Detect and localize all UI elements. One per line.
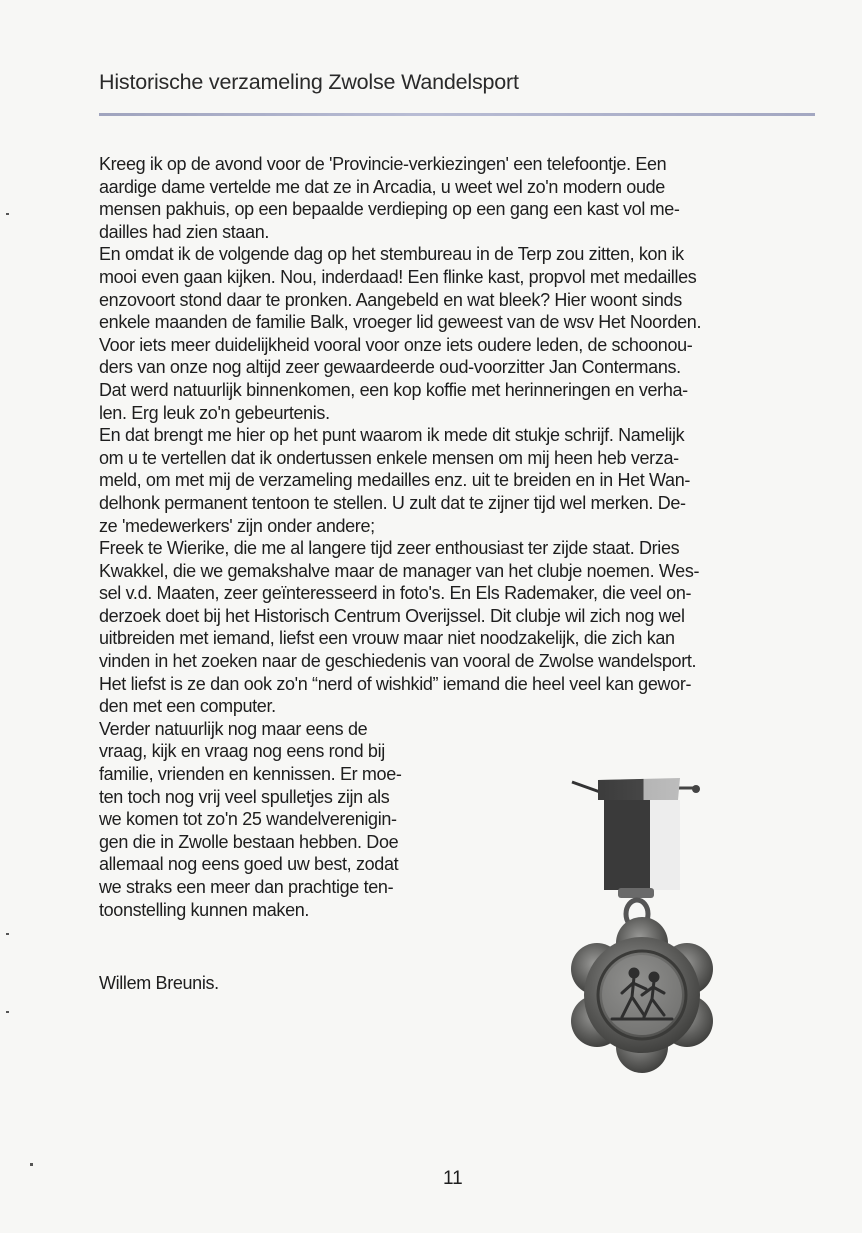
- text-line: Voor iets meer duidelijkheid vooral voor onze iets oudere leden, de schoonou-: [99, 334, 693, 355]
- text-line: den met een computer.: [99, 696, 276, 717]
- page-header-title: Historische verzameling Zwolse Wandelsport: [99, 70, 519, 94]
- text-line: Freek te Wierike, die me al langere tijd zeer enthousiast ter zijde staat. Dries: [99, 538, 680, 559]
- text-line: ders van onze nog altijd zeer gewaardeerde oud-voorzitter Jan Contermans.: [99, 357, 681, 378]
- text-line: gen die in Zwolle bestaan hebben. Doe: [99, 831, 399, 852]
- text-line: familie, vrienden en kennissen. Er moe-: [99, 764, 402, 785]
- scan-speck: [30, 1163, 33, 1166]
- scan-speck: [6, 1011, 9, 1013]
- text-line: derzoek doet bij het Historisch Centrum Overijssel. Dit clubje wil zich nog wel: [99, 605, 685, 626]
- text-line: sel v.d. Maaten, zeer geïnteresseerd in foto's. En Els Rademaker, die veel on-: [99, 583, 692, 604]
- page-number: 11: [443, 1168, 463, 1189]
- text-line: Kwakkel, die we gemakshalve maar de manager van het clubje noemen. Wes-: [99, 560, 700, 581]
- text-line: En dat brengt me hier op het punt waarom ik mede dit stukje schrijf. Namelijk: [99, 425, 685, 446]
- text-line: uitbreiden met iemand, liefst een vrouw maar niet noodzakelijk, die zich kan: [99, 628, 675, 649]
- text-line: dailles had zien staan.: [99, 221, 270, 242]
- text-line: delhonk permanent tentoon te stellen. U zult dat te zijner tijd wel merken. De-: [99, 492, 686, 513]
- text-line: allemaal nog eens goed uw best, zodat: [99, 854, 399, 875]
- medal-photo-icon: [560, 770, 730, 1080]
- text-line: len. Erg leuk zo'n gebeurtenis.: [99, 402, 330, 423]
- text-line: ten toch nog vrij veel spulletjes zijn als: [99, 786, 390, 807]
- scan-speck: [6, 933, 9, 935]
- header-divider: [99, 113, 815, 116]
- text-line: enzovoort stond daar te pronken. Aangebeld en wat bleek? Hier woont sinds: [99, 289, 682, 310]
- text-line: om u te vertellen dat ik ondertussen enkele mensen om mij heen heb verza-: [99, 447, 679, 468]
- text-line: toonstelling kunnen maken.: [99, 899, 310, 920]
- text-line: En omdat ik de volgende dag op het stembureau in de Terp zou zitten, kon ik: [99, 244, 684, 265]
- text-line: we komen tot zo'n 25 wandelverenigin-: [99, 809, 397, 830]
- text-line: ze 'medewerkers' zijn onder andere;: [99, 515, 375, 536]
- text-line: vinden in het zoeken naar de geschiedenis van vooral de Zwolse wandelsport.: [99, 651, 697, 672]
- text-line: we straks een meer dan prachtige ten-: [99, 877, 394, 897]
- text-line: Het liefst is ze dan ook zo'n “nerd of wishkid” iemand die heel veel kan gewor-: [99, 673, 692, 694]
- text-line: mooi even gaan kijken. Nou, inderdaad! Een flinke kast, propvol met medailles: [99, 266, 697, 287]
- text-line: vraag, kijk en vraag nog eens rond bij: [99, 741, 385, 762]
- text-line: meld, om met mij de verzameling medailles enz. uit te breiden en in Het Wan-: [99, 470, 690, 491]
- text-line: Dat werd natuurlijk binnenkomen, een kop koffie met herinneringen en verha-: [99, 379, 688, 400]
- text-line: enkele maanden de familie Balk, vroeger lid geweest van de wsv Het Noorden.: [99, 312, 702, 333]
- text-line: mensen pakhuis, op een bepaalde verdieping op een gang een kast vol me-: [99, 199, 680, 220]
- scan-speck: [6, 213, 9, 215]
- text-line: Verder natuurlijk nog maar eens de: [99, 718, 368, 739]
- text-line: Kreeg ik op de avond voor de 'Provincie-verkiezingen' een telefoontje. Een: [99, 154, 667, 174]
- text-line: aardige dame vertelde me dat ze in Arcadia, u weet wel zo'n modern oude: [99, 176, 665, 197]
- author-signature: Willem Breunis.: [99, 973, 219, 993]
